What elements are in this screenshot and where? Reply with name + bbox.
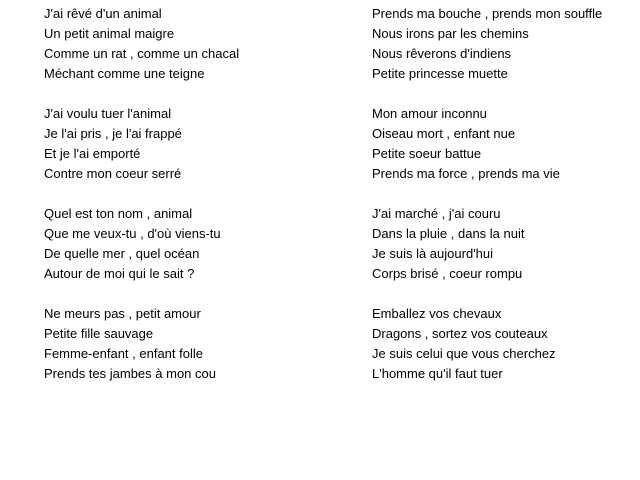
lyric-line: Méchant comme une teigne	[44, 66, 205, 81]
lyric-line: Prends ma bouche , prends mon souffle	[372, 6, 603, 21]
lyric-line: Corps brisé , coeur rompu	[372, 266, 523, 281]
lyric-line: Et je l'ai emporté	[44, 146, 141, 161]
lyric-line: Prends tes jambes à mon cou	[44, 366, 216, 381]
stanza-7	[372, 204, 640, 284]
lyric-line: Un petit animal maigre	[44, 26, 175, 41]
lyric-line: Oiseau mort , enfant nue	[372, 126, 516, 141]
lyric-line: Dragons , sortez vos couteaux	[372, 326, 548, 341]
lyric-line: Mon amour inconnu	[372, 106, 487, 121]
stanza-6	[372, 104, 640, 184]
lyrics-column-right	[372, 4, 640, 404]
lyric-line: L'homme qu'il faut tuer	[372, 366, 503, 381]
lyric-line: De quelle mer , quel océan	[44, 246, 200, 261]
lyric-line: Femme-enfant , enfant folle	[44, 346, 203, 361]
stanza-1	[44, 4, 344, 84]
stanza-3	[44, 204, 344, 284]
lyric-line: Ne meurs pas , petit amour	[44, 306, 201, 321]
stanza-5	[372, 4, 640, 84]
stanza-2	[44, 104, 344, 184]
lyric-line: Que me veux-tu , d'où viens-tu	[44, 226, 221, 241]
stanza-4	[44, 304, 344, 384]
lyric-line: Dans la pluie , dans la nuit	[372, 226, 525, 241]
lyric-line: Nous irons par les chemins	[372, 26, 529, 41]
lyric-line: Autour de moi qui le sait ?	[44, 266, 195, 281]
lyric-line: Je l'ai pris , je l'ai frappé	[44, 126, 182, 141]
lyric-line: J'ai voulu tuer l'animal	[44, 106, 172, 121]
lyric-line: Quel est ton nom , animal	[44, 206, 193, 221]
lyric-line: Emballez vos chevaux	[372, 306, 502, 321]
lyric-line: Comme un rat , comme un chacal	[44, 46, 240, 61]
lyric-line: Contre mon coeur serré	[44, 166, 182, 181]
lyric-line: Petite soeur battue	[372, 146, 482, 161]
lyric-line: Je suis là aujourd'hui	[372, 246, 493, 261]
lyric-line: J'ai marché , j'ai couru	[372, 206, 501, 221]
lyric-line: J'ai rêvé d'un animal	[44, 6, 162, 21]
stanza-8	[372, 304, 640, 384]
lyric-line: Nous rêverons d'indiens	[372, 46, 512, 61]
lyric-line: Prends ma force , prends ma vie	[372, 166, 560, 181]
lyric-line: Petite princesse muette	[372, 66, 508, 81]
lyrics-column-left	[44, 4, 344, 404]
lyric-line: Petite fille sauvage	[44, 326, 154, 341]
lyric-line: Je suis celui que vous cherchez	[372, 346, 556, 361]
